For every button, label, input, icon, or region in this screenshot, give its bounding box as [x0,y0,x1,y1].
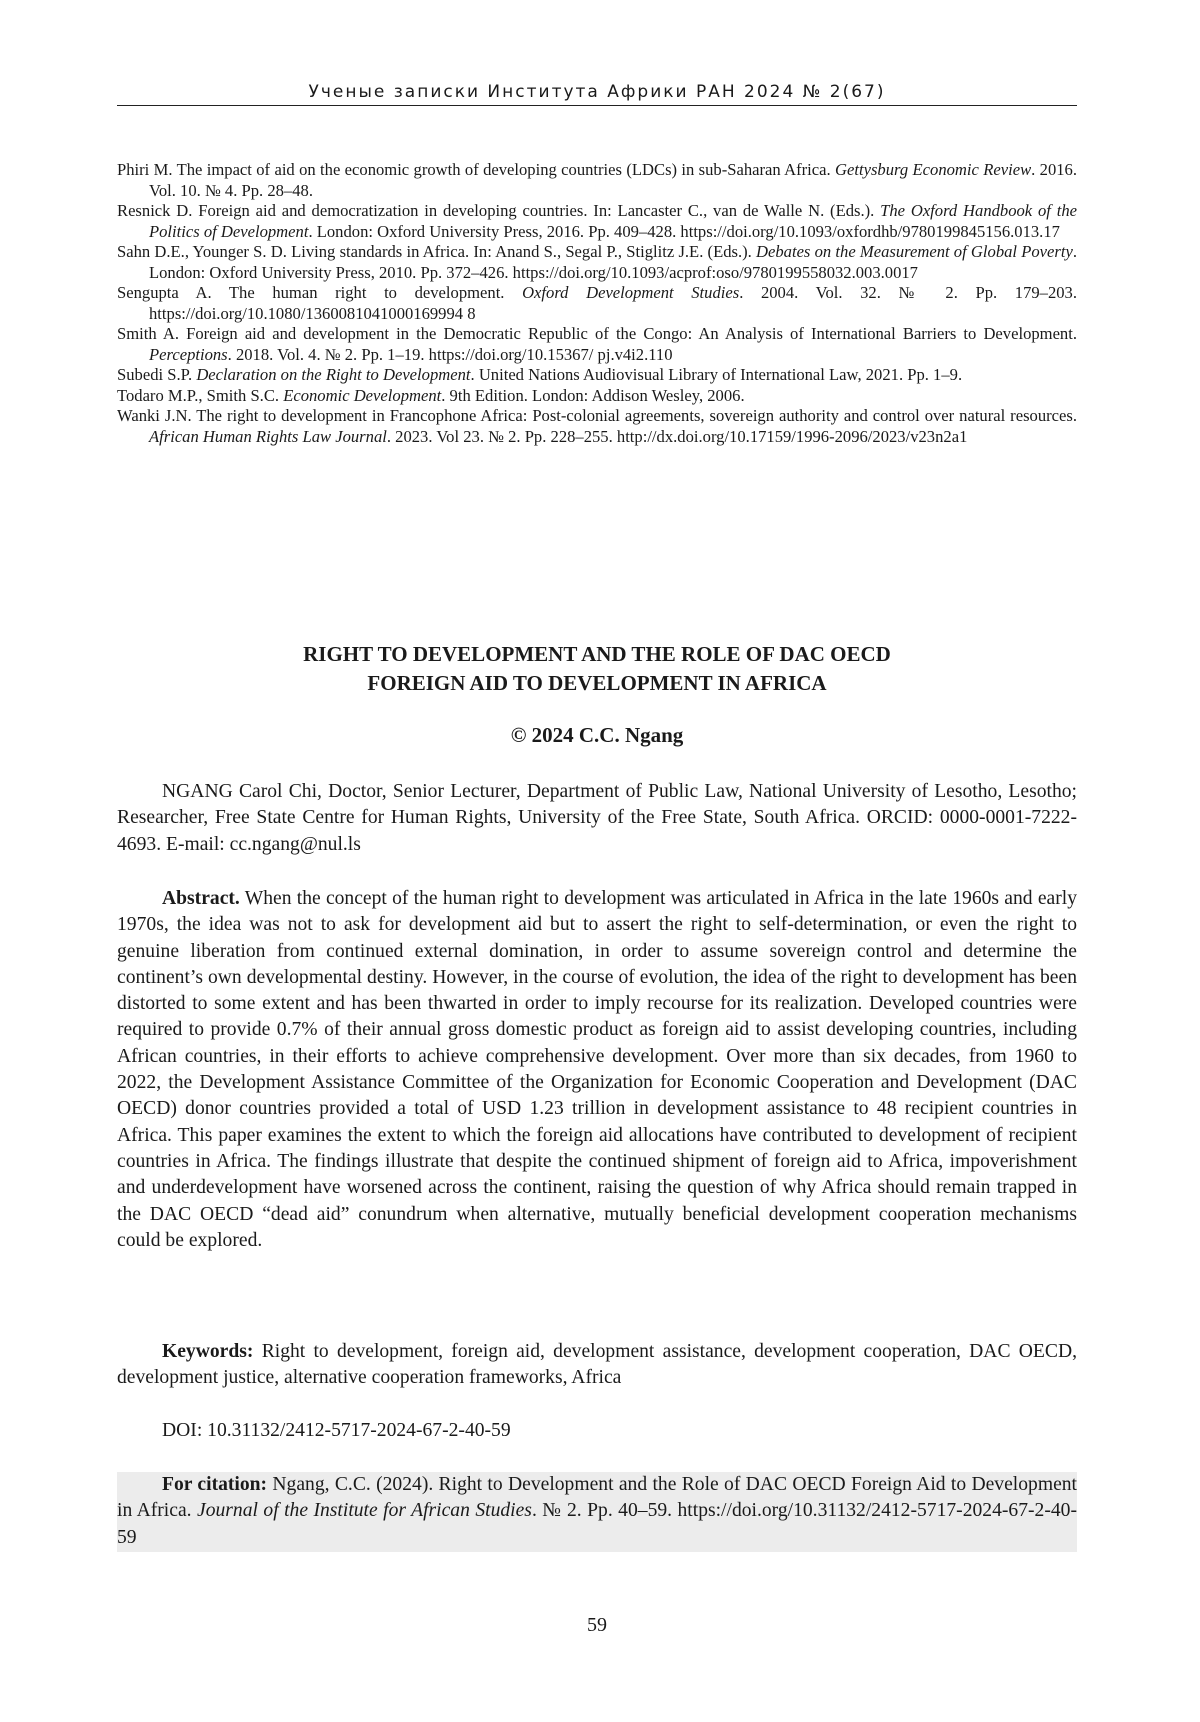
running-header [117,82,1077,106]
doi-line: DOI: 10.31132/2412-5717-2024-67-2-40-59 [162,1420,511,1441]
abstract [117,886,1077,1254]
reference-item: Todaro M.P., Smith S.C. Economic Development. 9th Edition. London: Addison Wesley, 2006. [117,385,745,405]
page-number: 59 [587,1614,607,1636]
citation-label: For citation: [162,1474,268,1495]
reference-item: Phiri M. The impact of aid on the economic growth of developing countries (LDCs) in sub-Saharan Africa. Gettysburg Economic Review. 2016. Vol. 10. № 4. Pp. 28–48. [117,160,1077,200]
citation-block: For citation: Ngang, C.C. (2024). Right to Development and the Role of DAC OECD Foreign Aid to Development in Africa. Journal of the Institute for African Studies. № 2. Pp. 40–59. https://doi.org/10.31132/2412-5717-2024-67-2-40-59 [117,1472,1077,1552]
reference-item: Smith A. Foreign aid and development in the Democratic Republic of the Congo: An Analysis of International Barriers to Development. Perceptions. 2018. Vol. 4. № 2. Pp. 1–19. https://doi.org/10.15367/ pj.v4i2.110 [117,324,1077,364]
reference-item: Wanki J.N. The right to development in Francophone Africa: Post-colonial agreements, sovereign authority and control over natural resources. African Human Rights Law Journal. 2023. Vol 23. № 2. Pp. 228–255. http://dx.doi.org/10.17159/1996-2096/2023/v23n2a1 [117,406,1077,446]
reference-item: Subedi S.P. Declaration on the Right to Development. United Nations Audiovisual Library of International Law, 2021. Pp. 1–9. [117,365,963,384]
abstract-text: When the concept of the human right to development was articulated in Africa in the late 1960s and early 1970s, the idea was not to ask for development aid but to assert the right to self-determination, or even the right to genuine liberation from continued external domination, in order to assume sovereign control and determine the continent’s own developmental destiny. However, in the course of evolution, the idea of the right to development has been distorted to some extent and has been thwarted in order to imply recourse for its realization. Developed countries were required to provide 0.7% of their annual gross domestic product as foreign aid to assist developing countries, including African countries, in their efforts to achieve comprehensive development. Over more than six decades, from 1960 to 2022, the Development Assistance Committee of the Organization for Economic Cooperation and Development (DAC OECD) donor countries provided a total of USD 1.23 trillion in development assistance to 48 recipient countries in Africa. This paper examines the extent to which the foreign aid allocations have contributed to development of recipient countries in Africa. The findings illustrate that despite the continued shipment of foreign aid to Africa, impoverishment and underdevelopment have worsened across the continent, raising the question of why Africa should remain trapped in the DAC OECD “dead aid” conundrum when alternative, mutually beneficial development cooperation mechanisms could be explored. [117,888,1077,1251]
reference-item: Sahn D.E., Younger S. D. Living standards in Africa. In: Anand S., Segal P., Stiglitz J.E. (Eds.). Debates on the Measurement of Global Poverty. London: Oxford University Press, 2010. Pp. 372–426. https://doi.org/10.1093/acprof:oso/9780199558032.003.0017 [117,242,1077,282]
journal-title: Ученые записки Института Африки РАН 2024 № 2(67) [308,82,886,102]
title-line: RIGHT TO DEVELOPMENT AND THE ROLE OF DAC OECD [303,642,891,666]
author-affiliation: NGANG Carol Chi, Doctor, Senior Lecturer, Department of Public Law, National University of Lesotho, Lesotho; Researcher, Free State Centre for Human Rights, University of the Free State, South Africa. ORCID: 0000-0001-7222-4693. E-mail: cc.ngang@nul.ls [117,781,1077,855]
keywords-label: Keywords: [162,1341,254,1362]
reference-item: Resnick D. Foreign aid and democratization in developing countries. In: Lancaster C., van de Walle N. (Eds.). The Oxford Handbook of the Politics of Development. London: Oxford University Press, 2016. Pp. 409–428. https://doi.org/10.1093/oxfordhb/9780199845156.013.17 [117,201,1077,241]
abstract-label: Abstract. [162,888,240,909]
article-title [117,640,1077,698]
reference-list [117,160,1077,447]
title-line: FOREIGN AID TO DEVELOPMENT IN AFRICA [367,671,827,695]
keywords-text: Right to development, foreign aid, development assistance, development cooperation, DAC OECD, development justice, alternative cooperation frameworks, Africa [117,1341,1078,1389]
reference-item: Sengupta A. The human right to development. Oxford Development Studies. 2004. Vol. 32. № 2. Pp. 179–203. https://doi.org/10.1080/1360081041000169994 8 [117,283,1077,323]
citation-journal: Journal of the Institute for African Studies [197,1500,532,1522]
copyright-author: © 2024 C.C. Ngang [510,723,684,747]
keywords [117,1339,1077,1392]
